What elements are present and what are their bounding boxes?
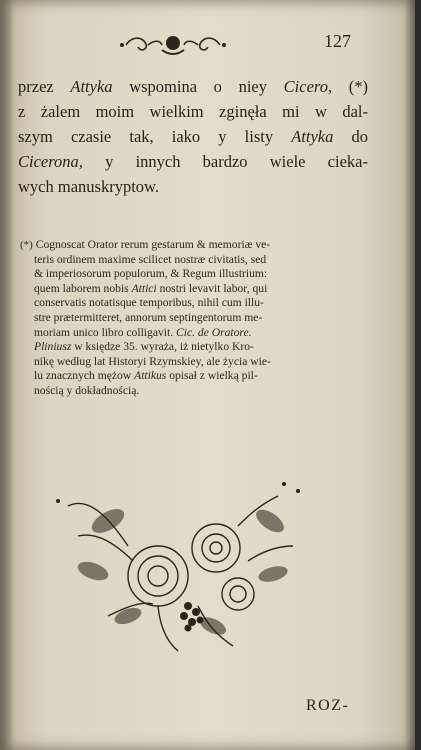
footnote-line: moriam unico libro colligavit. Cic. de Oratore.	[34, 325, 252, 339]
catchword: ROZ-	[306, 697, 350, 714]
footnote-line: (*) Cognoscat Orator rerum gestarum & memoriæ ve-	[20, 238, 271, 251]
footnote-marker: (*)	[20, 239, 33, 251]
text-line: szym czasie tak, iako y listy Attyka do	[18, 127, 368, 146]
header-ornament-icon	[118, 32, 228, 58]
text-line: z żalem moim wielkim zginęła mi w dal-	[18, 102, 368, 121]
text-line: Cicerona, y innych bardzo wiele cieka-	[18, 152, 368, 171]
footnote	[20, 238, 366, 399]
page-number: 127	[324, 31, 351, 51]
text-line: przez Attyka wspomina o niey Cicero, (*)	[18, 77, 368, 96]
footnote-line: lu znacznych mężow Attikus opisał z wielką pil-	[34, 369, 258, 383]
floral-fleuron-icon	[48, 476, 310, 656]
citation: Cic. de Oratore.	[176, 325, 252, 339]
main-text	[18, 74, 368, 199]
spine-shadow	[0, 0, 14, 750]
text-line: wych manuskryptow.	[18, 177, 159, 196]
footnote-line: teris ordinem maxime scilicet nostræ civitatis, sed	[34, 252, 267, 266]
footnote-line: nikę według lat Historyi Rzymskiey, ale życia wie-	[34, 354, 271, 368]
footnote-line: stre prætermitteret, annorum septingentorum me-	[34, 310, 263, 324]
footnote-line: conservatis notatisque temporibus, nihil cum illu-	[34, 296, 264, 310]
footnote-line: nością y dokładnością.	[34, 383, 140, 397]
footnote-line: & imperiosorum populorum, & Regum illustrium:	[34, 267, 268, 281]
footnote-line: Pliniusz w księdze 35. wyraża, iż nietylko Kro-	[34, 340, 254, 354]
footnote-line: quem laborem nobis Attici nostri levavit labor, qui	[34, 281, 268, 295]
page-edge	[415, 0, 421, 750]
